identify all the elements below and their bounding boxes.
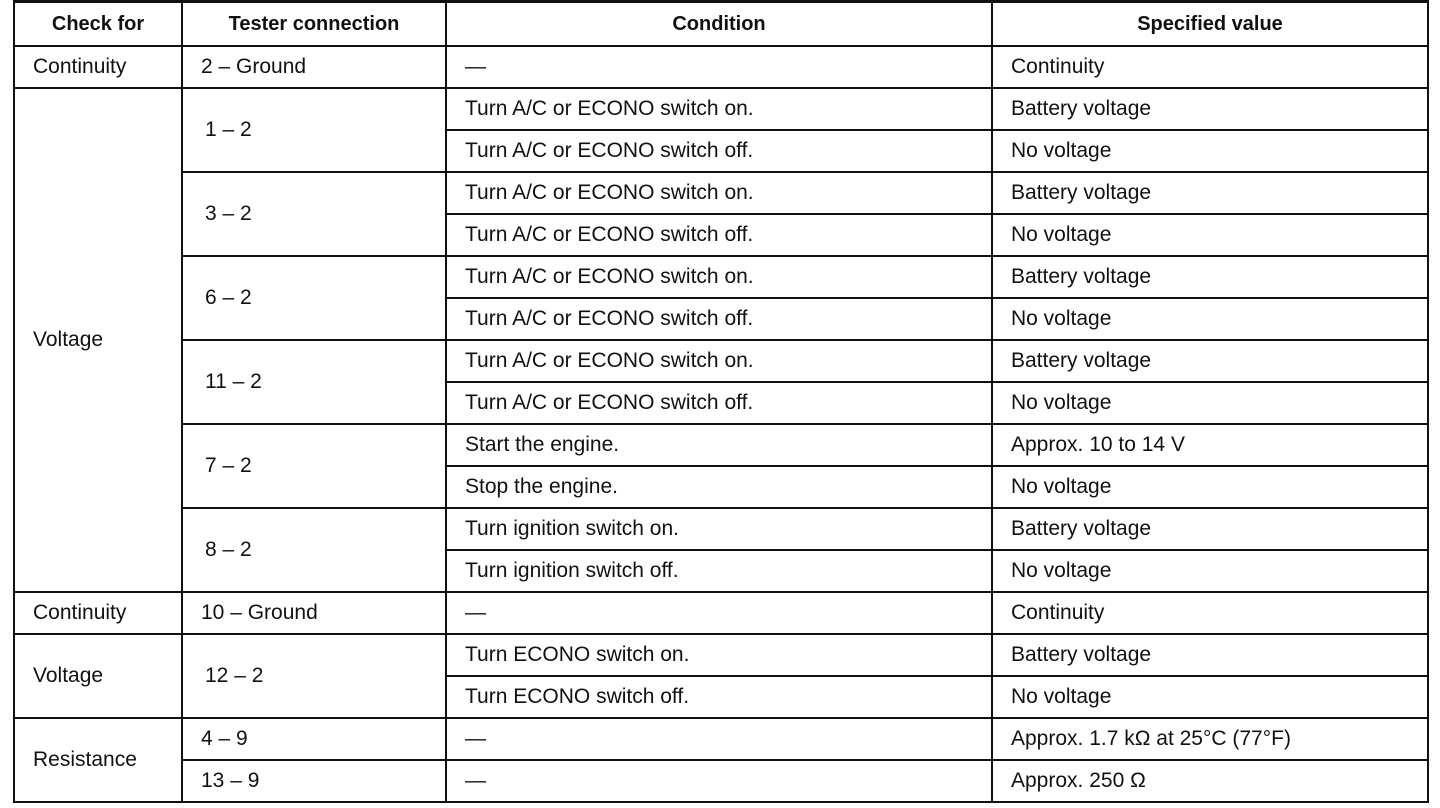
specified-value-cell: Battery voltage — [992, 172, 1428, 214]
table-row — [14, 760, 1428, 802]
header-specified-value: Specified value — [992, 2, 1428, 47]
tester-connection-cell: 4 – 9 — [182, 718, 446, 760]
specified-value-cell: Continuity — [992, 46, 1428, 88]
table-row — [14, 508, 1428, 550]
header-check-for: Check for — [14, 2, 182, 47]
condition-cell: Turn ECONO switch off. — [446, 676, 992, 718]
specified-value-cell: Battery voltage — [992, 340, 1428, 382]
table-row — [14, 424, 1428, 466]
tester-specification-table — [13, 0, 1429, 803]
tester-connection-cell: 8 – 2 — [182, 508, 446, 592]
condition-cell: Turn ECONO switch on. — [446, 634, 992, 676]
specified-value-cell: Battery voltage — [992, 634, 1428, 676]
specified-value-cell: No voltage — [992, 130, 1428, 172]
condition-cell: Turn A/C or ECONO switch on. — [446, 340, 992, 382]
condition-cell: Turn A/C or ECONO switch on. — [446, 256, 992, 298]
table-row — [14, 718, 1428, 760]
check-for-cell: Voltage — [14, 88, 182, 592]
specified-value-cell: No voltage — [992, 382, 1428, 424]
specified-value-cell: No voltage — [992, 550, 1428, 592]
specified-value-cell: No voltage — [992, 298, 1428, 340]
tester-connection-cell: 12 – 2 — [182, 634, 446, 718]
specified-value-cell: Approx. 250 Ω — [992, 760, 1428, 802]
tester-connection-cell: 2 – Ground — [182, 46, 446, 88]
condition-cell: Turn A/C or ECONO switch off. — [446, 298, 992, 340]
specified-value-cell: Battery voltage — [992, 256, 1428, 298]
condition-cell: Stop the engine. — [446, 466, 992, 508]
specified-value-cell: Battery voltage — [992, 508, 1428, 550]
table-row — [14, 88, 1428, 130]
specified-value-cell: No voltage — [992, 214, 1428, 256]
check-for-cell: Resistance — [14, 718, 182, 802]
specified-value-cell: Continuity — [992, 592, 1428, 634]
specified-value-cell: Approx. 1.7 kΩ at 25°C (77°F) — [992, 718, 1428, 760]
condition-cell: Turn A/C or ECONO switch off. — [446, 382, 992, 424]
tester-connection-cell: 13 – 9 — [182, 760, 446, 802]
table-body — [14, 46, 1428, 802]
tester-connection-cell: 6 – 2 — [182, 256, 446, 340]
table-header-row — [14, 2, 1428, 47]
condition-cell: Turn A/C or ECONO switch on. — [446, 88, 992, 130]
check-for-cell: Voltage — [14, 634, 182, 718]
specified-value-cell: No voltage — [992, 466, 1428, 508]
tester-connection-cell: 10 – Ground — [182, 592, 446, 634]
condition-cell: Turn A/C or ECONO switch off. — [446, 214, 992, 256]
condition-cell: Turn ignition switch on. — [446, 508, 992, 550]
condition-cell: — — [446, 718, 992, 760]
condition-cell: Turn A/C or ECONO switch on. — [446, 172, 992, 214]
table-row — [14, 592, 1428, 634]
table-row — [14, 172, 1428, 214]
table-row — [14, 634, 1428, 676]
table-row — [14, 340, 1428, 382]
tester-connection-cell: 7 – 2 — [182, 424, 446, 508]
tester-connection-cell: 3 – 2 — [182, 172, 446, 256]
condition-cell: Turn A/C or ECONO switch off. — [446, 130, 992, 172]
specified-value-cell: Battery voltage — [992, 88, 1428, 130]
condition-cell: Turn ignition switch off. — [446, 550, 992, 592]
condition-cell: — — [446, 46, 992, 88]
specified-value-cell: No voltage — [992, 676, 1428, 718]
header-tester-connection: Tester connection — [182, 2, 446, 47]
table-row — [14, 256, 1428, 298]
header-condition: Condition — [446, 2, 992, 47]
condition-cell: — — [446, 760, 992, 802]
tester-connection-cell: 1 – 2 — [182, 88, 446, 172]
condition-cell: Start the engine. — [446, 424, 992, 466]
specification-sheet — [13, 0, 1427, 800]
specified-value-cell: Approx. 10 to 14 V — [992, 424, 1428, 466]
check-for-cell: Continuity — [14, 592, 182, 634]
condition-cell: — — [446, 592, 992, 634]
check-for-cell: Continuity — [14, 46, 182, 88]
tester-connection-cell: 11 – 2 — [182, 340, 446, 424]
table-row — [14, 46, 1428, 88]
